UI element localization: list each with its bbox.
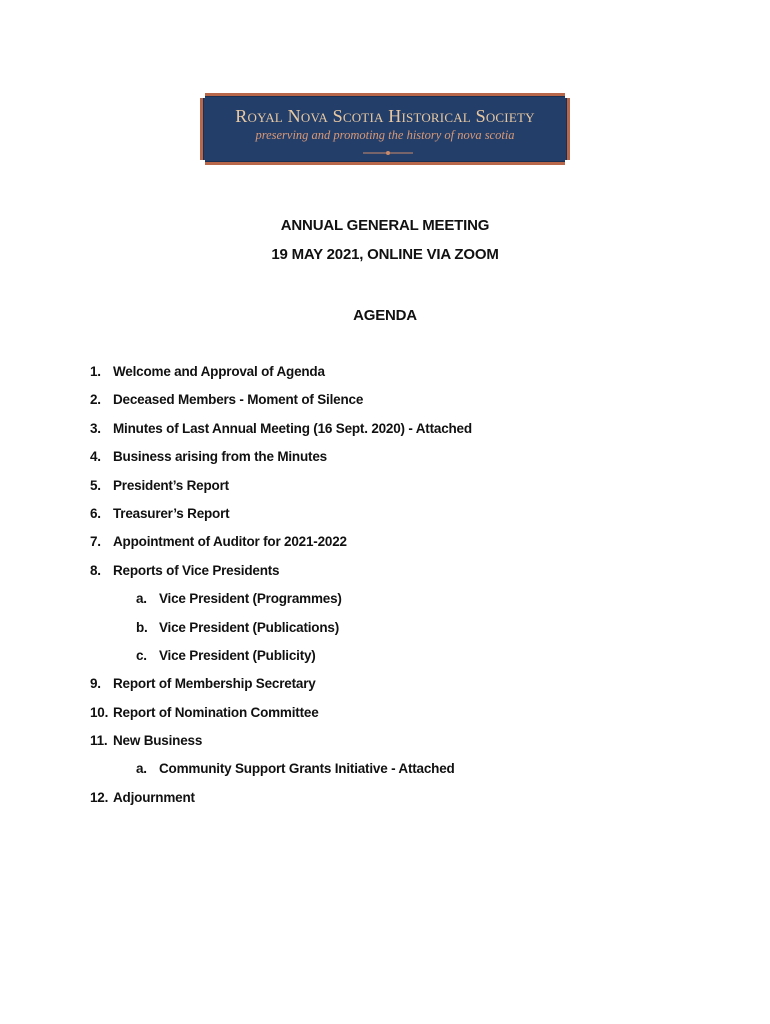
agenda-item <box>90 790 690 818</box>
agenda-subitem-letter: b. <box>136 619 148 635</box>
agenda-subitem <box>90 591 690 619</box>
agenda-item <box>90 733 690 761</box>
banner-corner-notch <box>565 160 571 166</box>
society-name: Royal Nova Scotia Historical Society <box>235 106 535 126</box>
agenda-subitem-label: Community Support Grants Initiative - Attached <box>159 761 455 777</box>
agenda-item <box>90 563 690 591</box>
agenda-subitem <box>90 648 690 676</box>
meeting-title: ANNUAL GENERAL MEETING <box>280 217 490 234</box>
society-logo-banner <box>200 93 570 165</box>
banner-corner-notch <box>199 92 205 98</box>
meeting-date-location: 19 MAY 2021, ONLINE VIA ZOOM <box>271 246 499 263</box>
agenda-item-number: 1. <box>90 364 101 379</box>
agenda-item-number: 12. <box>90 789 109 805</box>
agenda-subitem-label: Vice President (Programmes) <box>159 591 342 607</box>
agenda-subitem <box>90 620 690 648</box>
agenda-item <box>90 705 690 733</box>
agenda-item-label: Treasurer’s Report <box>113 505 230 521</box>
agenda-item <box>90 506 690 534</box>
agenda-item-number: 11. <box>90 733 108 749</box>
agenda-list <box>90 364 690 818</box>
agenda-subitem-letter: c. <box>136 647 147 663</box>
agenda-item-label: Report of Nomination Committee <box>113 704 319 720</box>
agenda-item-number: 7. <box>90 534 101 550</box>
agenda-subitem-letter: a. <box>136 591 147 607</box>
agenda-item-number: 4. <box>90 449 101 465</box>
agenda-item <box>90 676 690 704</box>
agenda-item-label: President’s Report <box>113 477 229 493</box>
agenda-item-label: Report of Membership Secretary <box>113 676 316 692</box>
banner-corner-notch <box>565 92 571 98</box>
agenda-item-label: Welcome and Approval of Agenda <box>113 364 325 379</box>
agenda-item-label: Minutes of Last Annual Meeting (16 Sept. 2020) - Attached <box>113 420 472 436</box>
agenda-item <box>90 478 690 506</box>
agenda-item <box>90 534 690 562</box>
agenda-item-number: 10. <box>90 704 109 720</box>
agenda-item-label: Adjournment <box>113 789 195 805</box>
agenda-item-number: 6. <box>90 505 101 521</box>
agenda-item-number: 8. <box>90 562 101 578</box>
agenda-item-number: 2. <box>90 392 101 408</box>
agenda-title: AGENDA <box>353 307 417 324</box>
agenda-item-label: Appointment of Auditor for 2021-2022 <box>113 534 347 550</box>
banner-corner-notch <box>199 160 205 166</box>
agenda-subitem-label: Vice President (Publicity) <box>159 647 316 663</box>
agenda-item-number: 3. <box>90 420 101 436</box>
agenda-item-label: Deceased Members - Moment of Silence <box>113 392 364 408</box>
agenda-subitem-letter: a. <box>136 761 147 777</box>
agenda-item <box>90 364 690 392</box>
agenda-subitem-label: Vice President (Publications) <box>159 619 340 635</box>
agenda-item <box>90 392 690 420</box>
agenda-item-number: 5. <box>90 477 101 493</box>
agenda-item-label: New Business <box>113 733 203 749</box>
agenda-item <box>90 421 690 449</box>
ornament-divider-icon <box>363 150 413 156</box>
agenda-item-label: Reports of Vice Presidents <box>113 562 280 578</box>
agenda-subitem <box>90 761 690 789</box>
agenda-item <box>90 449 690 477</box>
agenda-item-number: 9. <box>90 676 101 692</box>
agenda-item-label: Business arising from the Minutes <box>113 449 327 465</box>
society-tagline: preserving and promoting the history of nova scotia <box>255 128 515 142</box>
